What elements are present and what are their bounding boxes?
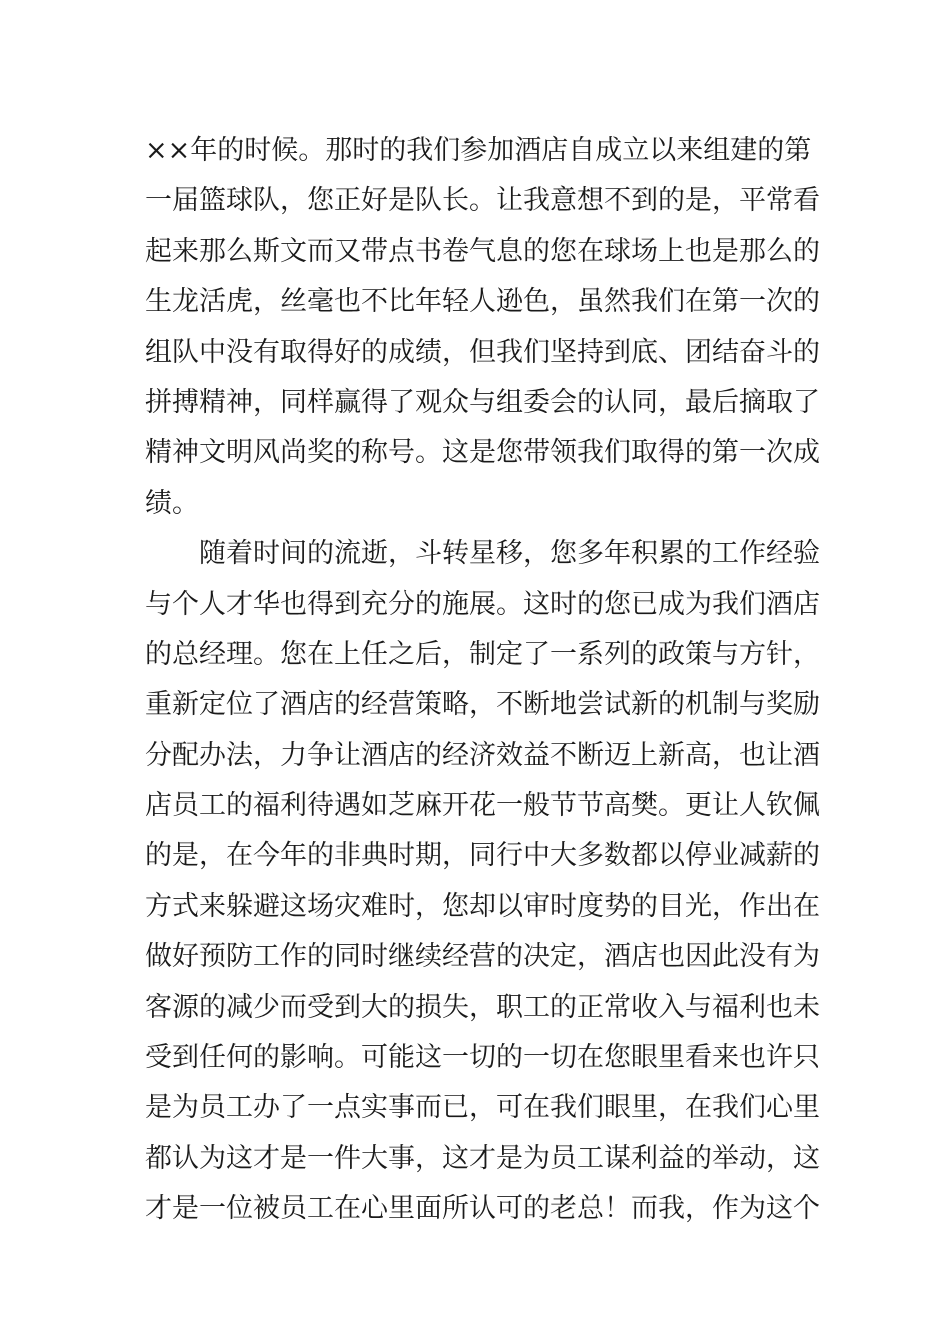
paragraph-line: 生龙活虎，丝毫也不比年轻人逊色，虽然我们在第一次的	[145, 286, 820, 318]
paragraph-line: 是为员工办了一点实事而已，可在我们眼里，在我们心里	[145, 1092, 820, 1124]
paragraph-1	[145, 126, 820, 529]
paragraph-line: 受到任何的影响。可能这一切的一切在您眼里看来也许只	[145, 1042, 820, 1074]
paragraph-line: 的总经理。您在上任之后，制定了一系列的政策与方针，	[145, 638, 820, 670]
paragraph-2	[145, 529, 820, 1234]
paragraph-line: 起来那么斯文而又带点书卷气息的您在球场上也是那么的	[145, 235, 820, 267]
paragraph-line: 精神文明风尚奖的称号。这是您带领我们取得的第一次成	[145, 437, 820, 469]
paragraph-line: 组队中没有取得好的成绩，但我们坚持到底、团结奋斗的	[145, 336, 820, 368]
paragraph-line: 客源的减少而受到大的损失，职工的正常收入与福利也未	[145, 991, 820, 1023]
paragraph-line: 随着时间的流逝，斗转星移，您多年积累的工作经验	[199, 538, 820, 570]
paragraph-line: 方式来躲避这场灾难时，您却以审时度势的目光，作出在	[145, 890, 820, 922]
document-body	[145, 126, 820, 1235]
paragraph-line: 分配办法，力争让酒店的经济效益不断迈上新高，也让酒	[145, 739, 820, 771]
paragraph-line: 绩。	[145, 487, 199, 519]
paragraph-line: 一届篮球队，您正好是队长。让我意想不到的是，平常看	[145, 185, 820, 217]
paragraph-line: 都认为这才是一件大事，这才是为员工谋利益的举动，这	[145, 1142, 820, 1174]
paragraph-line: 做好预防工作的同时继续经营的决定，酒店也因此没有为	[145, 941, 820, 973]
paragraph-line: 的是，在今年的非典时期，同行中大多数都以停业减薪的	[145, 840, 820, 872]
paragraph-line: 重新定位了酒店的经营策略，不断地尝试新的机制与奖励	[145, 689, 820, 721]
paragraph-line: 店员工的福利待遇如芝麻开花一般节节高樊。更让人钦佩	[145, 790, 820, 822]
paragraph-line: 才是一位被员工在心里面所认可的老总！而我，作为这个	[145, 1193, 820, 1225]
paragraph-line: 与个人才华也得到充分的施展。这时的您已成为我们酒店	[145, 588, 820, 620]
paragraph-line: 拼搏精神，同样赢得了观众与组委会的认同，最后摘取了	[145, 386, 820, 418]
paragraph-line: ××年的时候。那时的我们参加酒店自成立以来组建的第	[145, 135, 812, 166]
